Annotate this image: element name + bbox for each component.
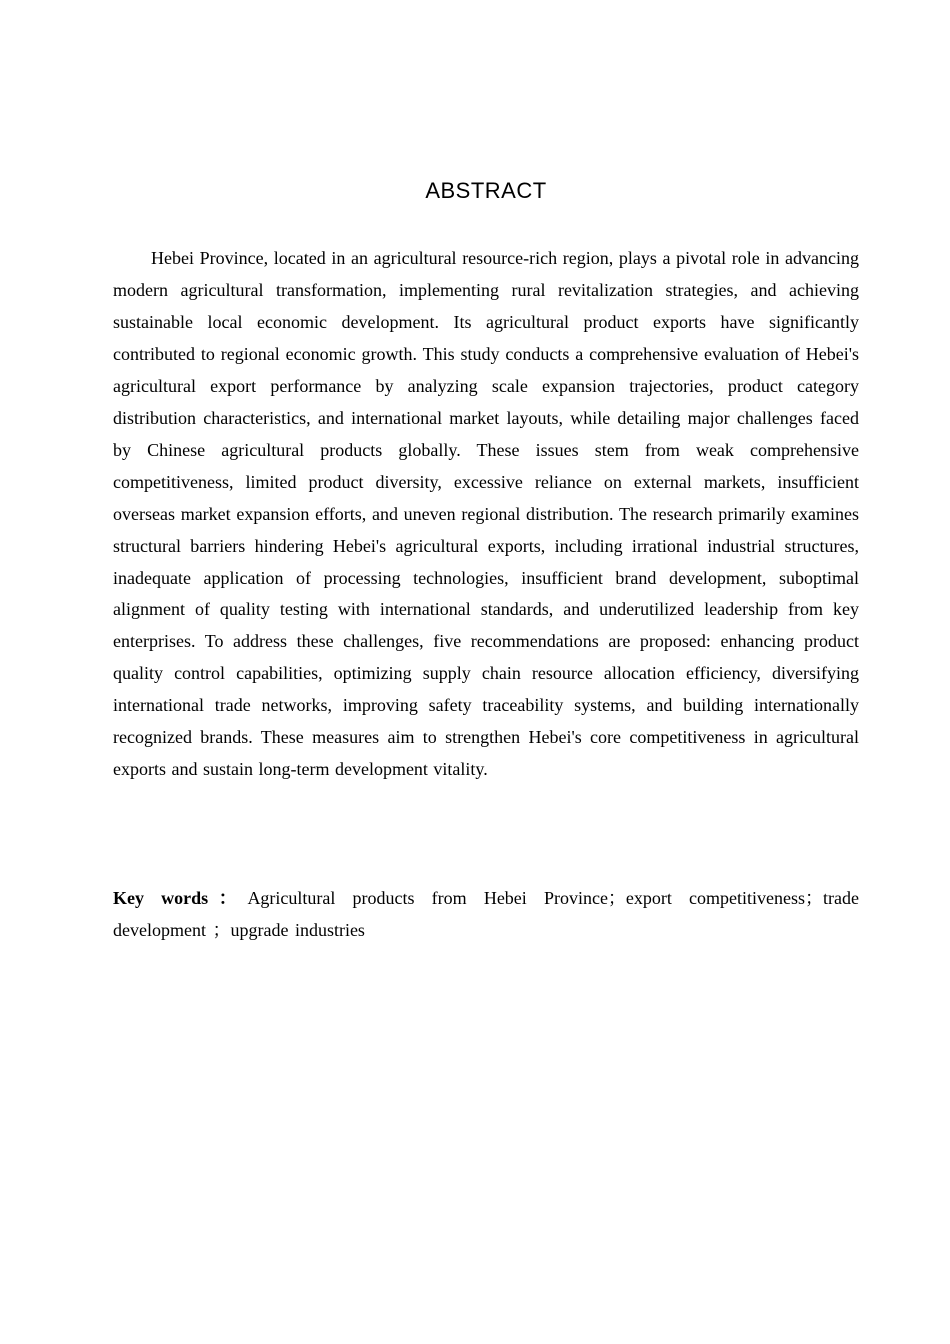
keywords-label: Key words： (113, 888, 248, 908)
abstract-title: ABSTRACT (425, 178, 547, 203)
keywords-line (113, 882, 859, 946)
abstract-paragraph: Hebei Province, located in an agricultural resource-rich region, plays a pivotal role in advancing modern agricultural transformation, implementing rural revitalization strategies, and achieving sustainable local economic development. Its agricultural product exports have significantly contributed to regional economic growth. This study conducts a comprehensive evaluation of Hebei's agricultural export performance by analyzing scale expansion trajectories, product category distribution characteristics, and international market layouts, while detailing major challenges faced by Chinese agricultural products globally. These issues stem from weak comprehensive competitiveness, limited product diversity, excessive reliance on external markets, insufficient overseas market expansion efforts, and uneven regional distribution. The research primarily examines structural barriers hindering Hebei's agricultural exports, including irrational industrial structures, inadequate application of processing technologies, insufficient brand development, suboptimal alignment of quality testing with international standards, and underutilized leadership from key enterprises. To address these challenges, five recommendations are proposed: enhancing product quality control capabilities, optimizing supply chain resource allocation efficiency, diversifying international trade networks, improving safety traceability systems, and building internationally recognized brands. These measures aim to strengthen Hebei's core competitiveness in agricultural exports and sustain long-term development vitality. (113, 248, 859, 780)
keywords-text: Agricultural products from Hebei Province；export competitiveness；trade development ；upgrade industries (113, 888, 860, 940)
